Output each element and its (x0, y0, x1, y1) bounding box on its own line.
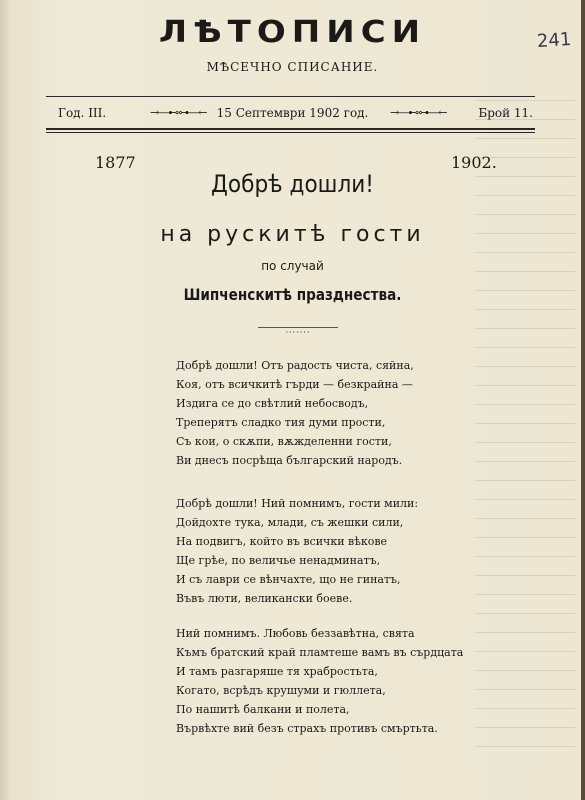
journal-title: ЛѢТОПИСИ (158, 14, 427, 50)
issue-date: 15 Септември 1902 год. (216, 106, 369, 120)
poem-line: Ний помнимъ. Любовь беззавѣтна, свята (176, 627, 415, 640)
poem-line: По нашитѣ балкани и полета, (176, 703, 350, 716)
poem-line: Издига се до свѣтлий небосводъ, (176, 397, 369, 410)
year-left: 1877 (95, 153, 136, 172)
ornament-left: →—⊷⊶—← (150, 106, 207, 119)
poem-line: Къмъ братский край пламтеше вамъ въ сърдцата (176, 646, 464, 659)
page-edge (581, 0, 585, 800)
stanza-3 (176, 624, 476, 738)
poem-line: Когато, всрѣдъ крушуми и гюллета, (176, 684, 386, 697)
volume-year: Год. III. (58, 106, 107, 120)
poem-line: Коя, отъ всичкитѣ гърди — безкрайна — (176, 378, 413, 391)
handwritten-page-number: 241 (535, 28, 572, 53)
poem-festival: Шипченскитѣ празднества. (183, 285, 402, 304)
poem-line: И тамъ разгаряше тя храбростьта, (176, 665, 378, 678)
stanza-2 (176, 494, 476, 608)
poem-title: Добрѣ дошли! (211, 170, 374, 198)
issue-number: Брой 11. (478, 106, 533, 120)
poem-line: Добрѣ дошли! Ний помнимъ, гости мили: (176, 497, 419, 510)
poem-line: Въвъ люти, великански боеве. (176, 592, 353, 605)
masthead-rule-bottom (46, 128, 535, 130)
poem-line: Ще грѣе, по величье ненадминатъ, (176, 554, 381, 567)
poem-line: На подвигъ, който въ всички вѣкове (176, 535, 388, 548)
poem-line: Треперятъ сладко тия думи прости, (176, 416, 386, 429)
year-right: 1902. (451, 153, 497, 172)
section-divider: ······· (258, 327, 338, 337)
poem-line: Вървѣхте вий безъ страхъ противъ смъртьта. (176, 722, 438, 735)
poem-line: Добрѣ дошли! Отъ радость чиста, сяйна, (176, 359, 414, 372)
ornament-right: →—⊷⊶—← (390, 106, 447, 119)
poem-line: Съ кои, о скѫпи, вѫжделенни гости, (176, 435, 392, 448)
poem-line: Ви днесъ посрѣща българский народъ. (176, 454, 403, 467)
poem-line: И съ лаври се вѣнчахте, що не гинатъ, (176, 573, 401, 586)
poem-line: Дойдохте тука, млади, съ жешки сили, (176, 516, 404, 529)
poem-subtitle: на рускитѣ гости (160, 222, 425, 247)
masthead-rule-top (46, 96, 535, 97)
journal-subtitle: МѢСЕЧНО СПИСАНИЕ. (206, 60, 379, 74)
poem-occasion: по случай (261, 259, 324, 273)
stanza-1 (176, 356, 476, 470)
